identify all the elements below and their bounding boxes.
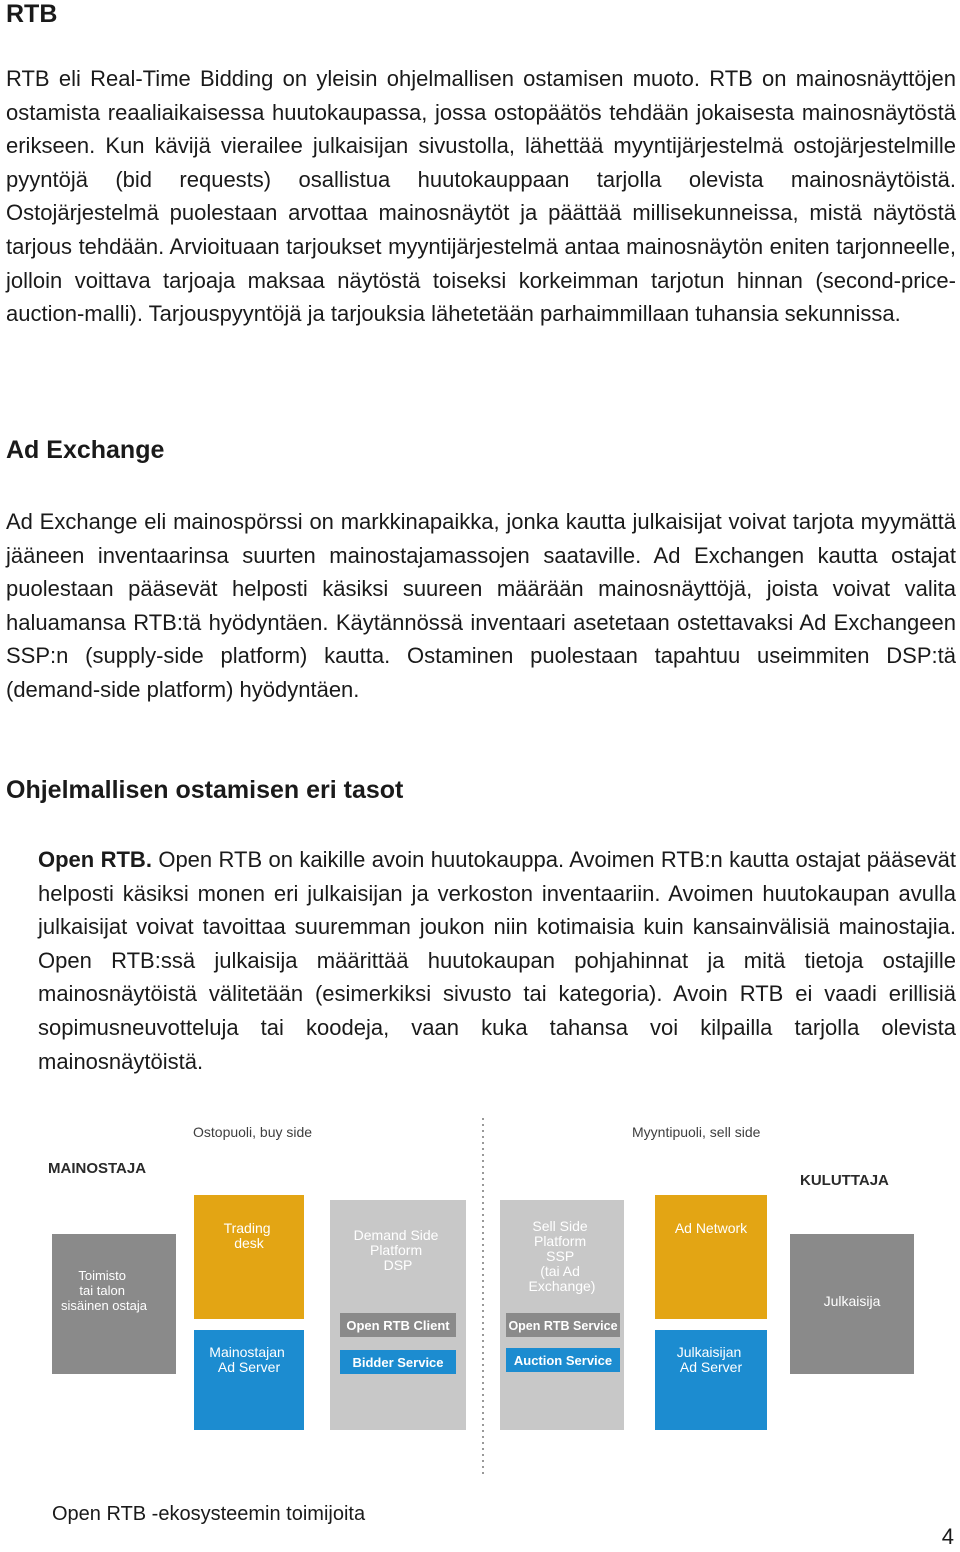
page-number: 4 (941, 1524, 954, 1549)
paragraph-rtb: RTB eli Real-Time Bidding on yleisin ohjelmallisen ostamisen muoto. RTB on mainosnäyttöjen ostamista reaaliaikaisessa huutokaupassa, jossa ostopäätös tehdään jokaisesta mainosnäytöstä erikseen. Kun kävijä vierailee julkaisijan sivustolla, lähettää myyntijärjestelmä ostojärjestelmille pyyntöjä (bid requests) osallistua huutokauppaan tarjolla olevista mainosnäytöistä. Ostojärjestelmä puolestaan arvottaa mainosnäytöt ja päättää millisekunneissa, mistä näytöstä tarjous tehdään. Arvioituaan tarjoukset myyntijärjestelmä antaa mainosnäytön eniten tarjonneelle, jolloin voittava tarjoaja maksaa näytöstä toiseksi korkeimman tarjotun hinnan (second-price-auction-malli). Tarjouspyyntöjä ja tarjouksia lähetetään parhaimmillaan tuhansia sekunnissa. (6, 66, 956, 327)
heading-ad-exchange: Ad Exchange (6, 436, 165, 464)
ad-network-text: Ad Network (674, 1220, 748, 1236)
trading-desk-box (194, 1195, 304, 1319)
open-rtb-ecosystem-diagram (0, 1100, 960, 1490)
open-rtb-lead: Open RTB. (38, 847, 152, 872)
diagram-caption: Open RTB -ekosysteemin toimijoita (52, 1503, 366, 1525)
ad-network-box (655, 1195, 767, 1319)
open-rtb-text: Open RTB on kaikille avoin huutokauppa. Avoimen RTB:n kautta ostajat pääsevät helposti käsiksi monen eri julkaisijan ja verkoston inventaariin. Avoimen huutokaupan avulla julkaisijat voivat tavoittaa suuremman joukon niin kotimaisia kuin kansainvälisiä mainostajia. Open RTB:ssä julkaisija määrittää huutokaupan pohjahinnat ja mitä tietoja ostajille mainosnäytöistä välitetään (esimerkiksi sivusto tai kategoria). Avoin RTB ei vaadi erillisiä sopimusneuvotteluja tai koodeja, vaan kuka tahansa voi kilpailla tarjolla olevista mainosnäytöistä. (38, 847, 956, 1074)
paragraph-open-rtb (38, 843, 956, 1078)
sell-side-label: Myyntipuoli, sell side (632, 1124, 761, 1140)
open-rtb-service-text: Open RTB Service (508, 1319, 618, 1333)
ssp-text: Sell Side Platform SSP (tai Ad Exchange) (528, 1218, 596, 1294)
consumer-label: KULUTTAJA (800, 1172, 889, 1189)
heading-rtb: RTB (6, 0, 58, 28)
publisher-text: Julkaisija (823, 1293, 881, 1309)
heading-programmatic-levels: Ohjelmallisen ostamisen eri tasot (6, 776, 404, 804)
open-rtb-client-text: Open RTB Client (346, 1318, 450, 1333)
dsp-text: Demand Side Platform DSP (353, 1227, 439, 1273)
auction-service-text: Auction Service (513, 1353, 613, 1368)
advertiser-label: MAINOSTAJA (48, 1160, 147, 1177)
publisher-ad-server-text: Julkaisijan Ad Server (676, 1344, 743, 1375)
paragraph-ad-exchange: Ad Exchange eli mainospörssi on markkinapaikka, jonka kautta julkaisijat voivat tarjota myymättä jääneen inventaarinsa suurten mainostajamassojen saataville. Ad Exchangen kautta ostajat puolestaan pääsevät helposti käsiksi suureen määrään mainosnäyttöjä, joista voivat valita haluamansa RTB:tä hyödyntäen. Käytännössä inventaari asetetaan ostettavaksi Ad Exchangeen SSP:n (supply-side platform) kautta. Ostaminen puolestaan tapahtuu useimmiten DSP:tä (demand-side platform) hyödyntäen. (6, 509, 956, 702)
inhouse-buyer-text: Toimisto tai talon sisäinen ostaja (61, 1268, 147, 1313)
advertiser-ad-server-text: Mainostajan Ad Server (209, 1344, 285, 1375)
bidder-service-text: Bidder Service (352, 1355, 444, 1370)
buy-side-label: Ostopuoli, buy side (193, 1124, 313, 1140)
trading-desk-text: Trading desk (223, 1220, 271, 1251)
